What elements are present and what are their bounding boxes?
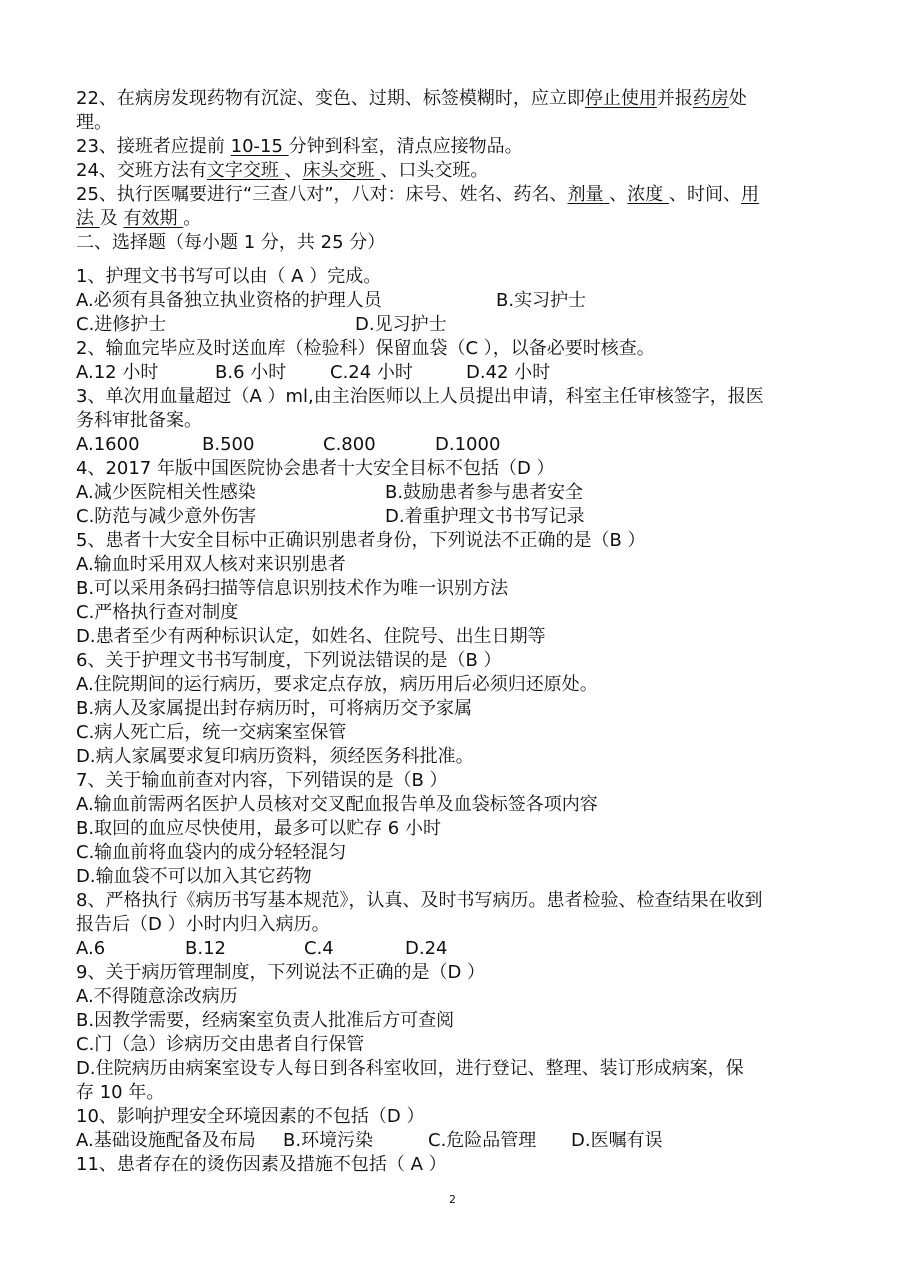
q25-continuation: 法 及 有效期 。 bbox=[76, 208, 202, 229]
q5-stem: 5、患者十大安全目标中正确识别患者身份，下列说法不正确的是（B ） bbox=[76, 530, 646, 551]
q3-stem-cont: 务科审批备案。 bbox=[76, 410, 202, 431]
q7-option-c: C.输血前将血袋内的成分轻轻混匀 bbox=[76, 842, 347, 863]
q25-line: 25、执行医嘱要进行“三查八对”，八对：床号、姓名、药名、剂量 、浓度 、时间、用 bbox=[76, 184, 760, 205]
q10-options: A.基础设施配备及布局 B.环境污染 C.危险品管理 D.医嘱有误 bbox=[76, 1130, 663, 1151]
q7-stem: 7、关于输血前查对内容，下列错误的是（B ） bbox=[76, 770, 448, 791]
q9-option-b: B.因教学需要，经病案室负责人批准后方可查阅 bbox=[76, 1010, 455, 1031]
q1-options-row1: A.必须有具备独立执业资格的护理人员 B.实习护士 bbox=[76, 290, 587, 311]
q9-option-d-cont: 存 10 年。 bbox=[76, 1082, 165, 1103]
q6-stem: 6、关于护理文书书写制度，下列说法错误的是（B ） bbox=[76, 650, 502, 671]
q6-option-b: B.病人及家属提出封存病历时，可将病历交予家属 bbox=[76, 698, 473, 719]
q6-option-a: A.住院期间的运行病历，要求定点存放，病历用后必须归还原处。 bbox=[76, 674, 598, 695]
q3-stem: 3、单次用血量超过（A ）ml,由主治医师以上人员提出申请，科室主任审核签字，报医 bbox=[76, 386, 764, 407]
q23-line: 23、接班者应提前 10-15 分钟到科室，清点应接物品。 bbox=[76, 136, 523, 157]
q1-stem: 1、护理文书书写可以由（ A ）完成。 bbox=[76, 266, 382, 287]
section-title: 二、选择题（每小题 1 分，共 25 分） bbox=[76, 232, 386, 253]
q4-options-row1: A.减少医院相关性感染 B.鼓励患者参与患者安全 bbox=[76, 482, 584, 503]
q5-option-b: B.可以采用条码扫描等信息识别技术作为唯一识别方法 bbox=[76, 578, 509, 599]
q4-stem: 4、2017 年版中国医院协会患者十大安全目标不包括（D ） bbox=[76, 458, 555, 479]
q2-options: A.12 小时 B.6 小时 C.24 小时 D.42 小时 bbox=[76, 362, 551, 383]
q2-stem: 2、输血完毕应及时送血库（检验科）保留血袋（C ），以备必要时核查。 bbox=[76, 338, 655, 359]
q6-option-c: C.病人死亡后，统一交病案室保管 bbox=[76, 722, 347, 743]
q8-options: A.6 B.12 C.4 D.24 bbox=[76, 938, 448, 959]
q9-stem: 9、关于病历管理制度，下列说法不正确的是（D ） bbox=[76, 962, 486, 983]
q24-line: 24、交班方法有文字交班 、床头交班 、口头交班。 bbox=[76, 160, 489, 181]
q9-option-d: D.住院病历由病案室设专人每日到各科室收回，进行登记、整理、装订形成病案，保 bbox=[76, 1058, 744, 1079]
q4-options-row2: C.防范与减少意外伤害 D.着重护理文书书写记录 bbox=[76, 506, 585, 527]
q6-option-d: D.病人家属要求复印病历资料，须经医务科批准。 bbox=[76, 746, 474, 767]
q5-option-d: D.患者至少有两种标识认定，如姓名、住院号、出生日期等 bbox=[76, 626, 546, 647]
q7-option-d: D.输血袋不可以加入其它药物 bbox=[76, 866, 312, 887]
q3-options: A.1600 B.500 C.800 D.1000 bbox=[76, 434, 501, 455]
q22-continuation: 理。 bbox=[76, 112, 112, 133]
q10-stem: 10、影响护理安全环境因素的不包括（D ） bbox=[76, 1106, 425, 1127]
q5-option-a: A.输血时采用双人核对来识别患者 bbox=[76, 554, 346, 575]
q11-stem: 11、患者存在的烫伤因素及措施不包括（ A ） bbox=[76, 1154, 447, 1175]
q8-stem-cont: 报告后（D ）小时内归入病历。 bbox=[76, 914, 330, 935]
q1-options-row2: C.进修护士 D.见习护士 bbox=[76, 314, 447, 335]
q7-option-a: A.输血前需两名医护人员核对交叉配血报告单及血袋标签各项内容 bbox=[76, 794, 598, 815]
q8-stem: 8、严格执行《病历书写基本规范》，认真、及时书写病历。患者检验、检查结果在收到 bbox=[76, 890, 763, 911]
q22-line: 22、在病房发现药物有沉淀、变色、过期、标签模糊时，应立即停止使用并报药房处 bbox=[76, 88, 747, 109]
page-number: 2 bbox=[449, 1193, 456, 1206]
q9-option-c: C.门（急）诊病历交由患者自行保管 bbox=[76, 1034, 365, 1055]
q7-option-b: B.取回的血应尽快使用，最多可以贮存 6 小时 bbox=[76, 818, 441, 839]
q9-option-a: A.不得随意涂改病历 bbox=[76, 986, 238, 1007]
q5-option-c: C.严格执行查对制度 bbox=[76, 602, 239, 623]
